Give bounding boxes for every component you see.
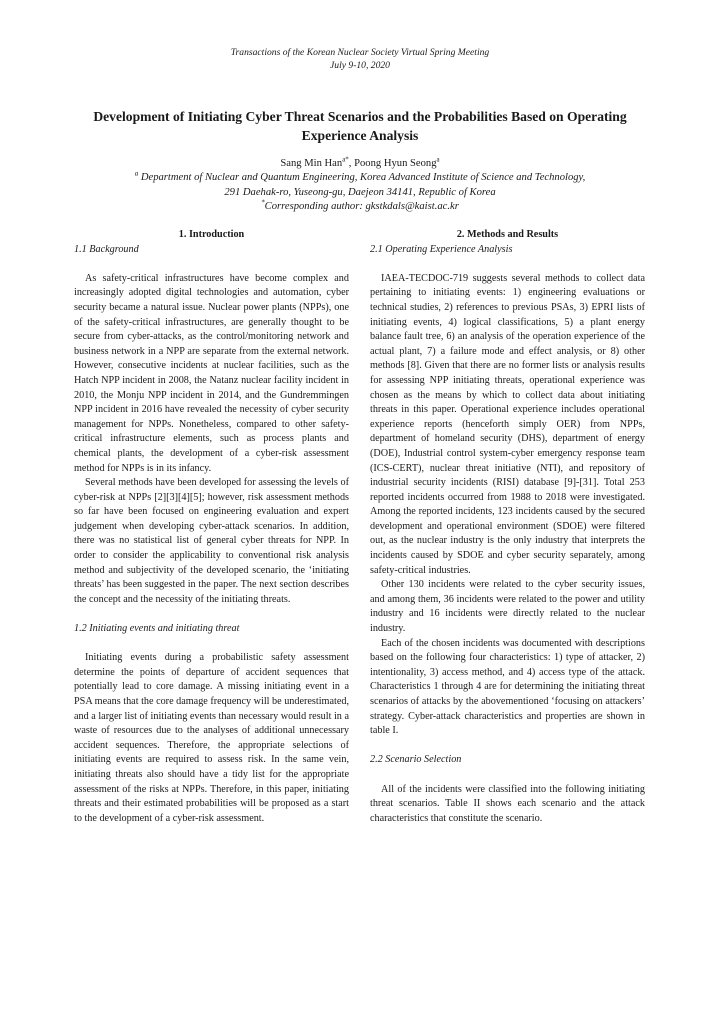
affiliation-address: 291 Daehak-ro, Yuseong-gu, Daejeon 34141, Republic of Korea [224, 187, 496, 198]
author-superscript: a [436, 155, 440, 164]
author-list [0, 157, 720, 171]
subsection-heading: 1.2 Initiating events and initiating threat [74, 623, 240, 635]
subsection-heading: 2.1 Operating Experience Analysis [370, 243, 513, 255]
author-superscript: a* [342, 155, 349, 164]
paragraph: IAEA-TECDOC-719 suggests several methods to collect data pertaining to initiating events: 1) engineering evaluations or technical studies, 2) references to previous PSAs, 3) EPRI lists of initiating events, 4) logical classifications, 5) a plant energy balance fault tree, 6) an analysis of the operation experience of the actual plant, 7) a failure mode and effect analysis, or 8) other methods [8]. Given that there are no former lists or analysis results for assessing NPP initiating threats, operational experience was chosen as the means by which to collect data about initiating threats in this paper. Operational experience includes operational experience reports (henceforth simply OER) from NPPs, department of homeland security (DHS), department of energy (DOE), Industrial control system-cyber emergency response team (ICS-CERT), nuclear threat initiative (NTI), and repository of industrial security incidents (RISI) database [9]-[31]. Total 253 reported incidents occurred from 1988 to 2018 were investigated. Among the reported incidents, 123 incidents caused by the secured development and operational environment (SDOE) were filtered out, as the nuclear industry is the only industry that interprets the incidents caused by SDOE and cyber security separately, among safety-critical industries. [370, 272, 645, 576]
subsection-heading: 1.1 Background [74, 243, 139, 255]
paragraph: As safety-critical infrastructures have become complex and increasingly adopted digital technologies and automation, cyber security became a natural issue. Nuclear power plants (NPPs), one of the safety-critical infrastructures, are generally thought to be secure from cyber-attacks, as the control/monitoring network and business network in a NPP are separate from the external network. However, consecutive incidents at nuclear facilities, such as the Hatch NPP incident in 2008, the Natanz nuclear facility incident in 2010, the Monju NPP incident in 2014, and the Gundremmingen NPP incident in 2016 have revealed the necessity of cyber security management for NPPs. Nonetheless, compared to other safety-critical infrastructure elements, such as process plants and chemical plants, the development of a cyber-risk assessment method for NPPs is in its infancy. [74, 272, 349, 474]
corresponding-author [0, 200, 720, 215]
affiliation-text: Department of Nuclear and Quantum Engineering, Korea Advanced Institute of Science and Technology, [138, 172, 586, 183]
conference-dates: July 9-10, 2020 [330, 60, 390, 71]
paper-title: Development of Initiating Cyber Threat Scenarios and the Probabilities Based on Operating Experience Analysis [93, 109, 627, 143]
author-name: Poong Hyun Seong [354, 158, 437, 169]
author-separator: , [348, 158, 355, 169]
corresponding-superscript: * [261, 198, 265, 207]
affiliation-line [0, 171, 720, 186]
subsection-heading: 2.2 Scenario Selection [370, 754, 462, 766]
left-column [74, 228, 349, 826]
paragraph: All of the incidents were classified into the following initiating threat scenarios. Table II shows each scenario and the attack characteristics that constitute the scenario. [370, 783, 645, 824]
paragraph: Other 130 incidents were related to the cyber security issues, and among them, 36 incidents were related to the power and utility industry and 16 incidents were directly related to the nuclear industry. [370, 579, 645, 635]
right-column [370, 228, 645, 826]
paragraph: Each of the chosen incidents was documented with descriptions based on the following four characteristics: 1) type of attacker, 2) intentionality, 3) access method, and 4) access type of the attack. Characteristics 1 through 4 are for determining the initiating threat scenarios of attacks by the abovementioned ‘focusing on attackers’ strategy. Cyber-attack characteristics and properties are shown in table I. [370, 637, 645, 737]
paragraph: Initiating events during a probabilistic safety assessment determine the points of departure of accident sequences that potentially lead to core damage. A missing initiating event in a PSA means that the core damage frequency will be underestimated, and a larger list of initiating events than necessary would result in a waste of resources due to the analyses of additional unnecessary accident sequences. Therefore, the appropriate selections of initiating events are required to assess risk. In the same vein, initiating threats also should have a tidy list for the appropriate assessment of the risks at NPPs. Therefore, in this paper, initiating threats and their estimated probabilities will be proposed as a start to the development of a cyber-risk assessment. [74, 652, 349, 824]
affiliation-superscript: a [134, 169, 139, 178]
paragraph: Several methods have been developed for assessing the levels of cyber-risk at NPPs [2][3][4][5]; however, risk assessment methods so far have been focused on engineering evaluation and expert judgement when developing cyber-attack scenarios. In addition, there was no statistical list of general cyber threats for NPP. In order to consider the applicability to conventional risk analysis method and subjectivity of the developed scenario, the ‘initiating threats’ has been suggested in the paper. The next section describes the concept and the necessity of the initiating threats. [74, 477, 349, 605]
section-heading: 2. Methods and Results [456, 229, 559, 240]
corresponding-text: Corresponding author: gkstkdals@kaist.ac.kr [264, 201, 459, 212]
section-heading: 1. Introduction [178, 229, 245, 240]
author-name: Sang Min Han [280, 158, 343, 169]
conference-name: Transactions of the Korean Nuclear Society Virtual Spring Meeting [230, 47, 490, 58]
